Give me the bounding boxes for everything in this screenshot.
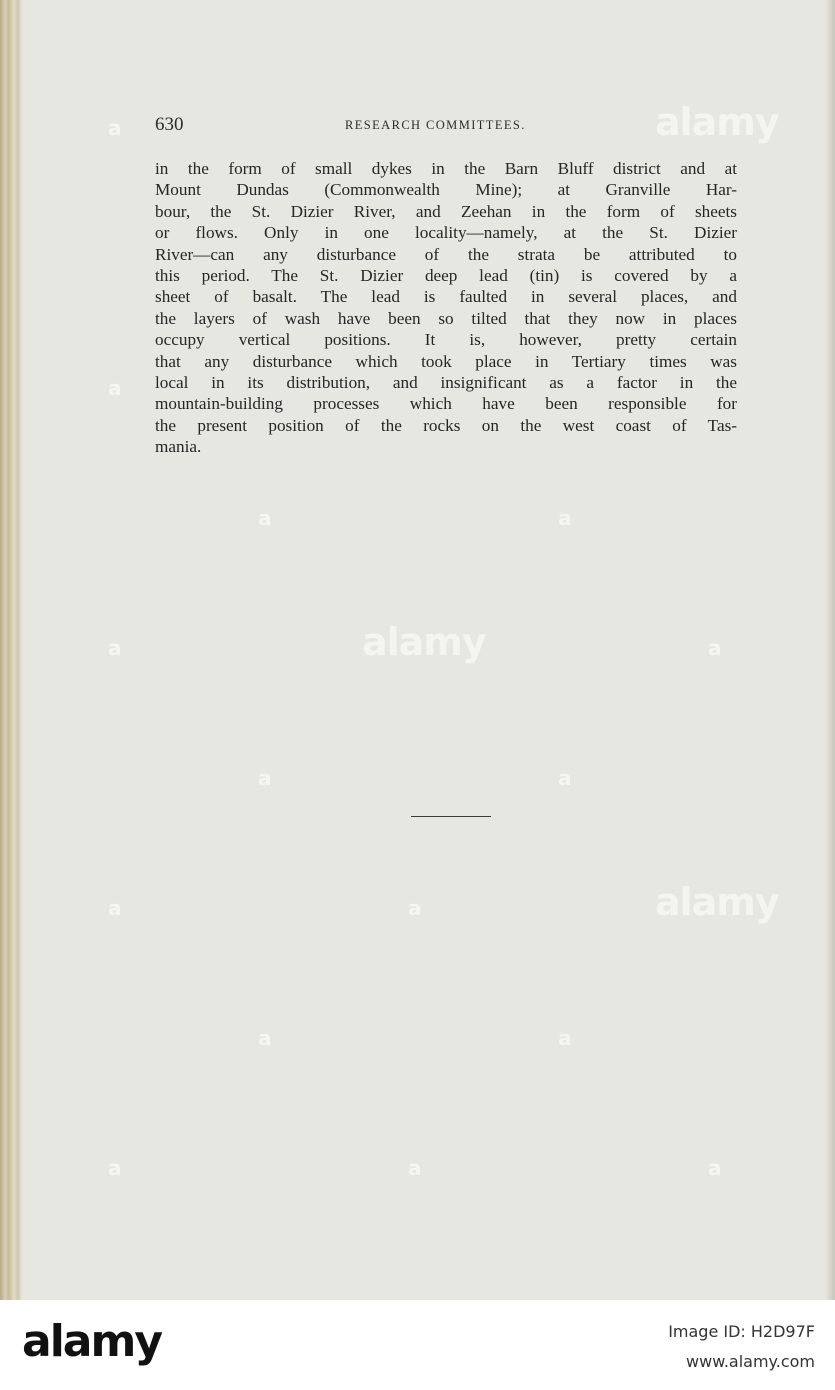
text-line: mountain-building processes which have been responsible for	[155, 394, 737, 414]
watermark-dot: a	[408, 1156, 422, 1180]
text-line: local in its distribution, and insignificant as a factor in the	[155, 373, 737, 393]
section-rule	[411, 816, 491, 817]
stock-footer	[0, 1300, 835, 1390]
watermark-logo: alamy	[655, 100, 779, 144]
text-line: River—can any disturbance of the strata be attributed to	[155, 244, 737, 264]
watermark-logo: alamy	[362, 620, 486, 664]
watermark-dot: a	[258, 1026, 272, 1050]
image-id: Image ID: H2D97F	[668, 1322, 815, 1341]
watermark-dot: a	[108, 1156, 122, 1180]
text-line: in the form of small dykes in the Barn Bluff district and at	[155, 159, 737, 178]
watermark-dot: a	[558, 1026, 572, 1050]
watermark-dot: a	[258, 506, 272, 530]
text-line: bour, the St. Dizier River, and Zeehan in the form of sheets	[155, 201, 737, 221]
watermark-dot: a	[558, 766, 572, 790]
alamy-logo: alamy	[22, 1316, 161, 1367]
text-line: mania.	[155, 437, 202, 457]
watermark-dot: a	[108, 116, 122, 140]
watermark-dot: a	[408, 896, 422, 920]
watermark-dot: a	[108, 896, 122, 920]
watermark-dot: a	[708, 636, 722, 660]
body-paragraph	[155, 158, 737, 458]
book-spine-edge	[0, 0, 22, 1300]
watermark-logo: alamy	[655, 880, 779, 924]
running-head: RESEARCH COMMITTEES.	[345, 118, 526, 132]
page-right-edge	[825, 0, 835, 1300]
watermark-dot: a	[108, 636, 122, 660]
watermark-dot: a	[108, 376, 122, 400]
text-line: sheet of basalt. The lead is faulted in several places, and	[155, 287, 737, 307]
text-line: occupy vertical positions. It is, however, pretty certain	[155, 330, 737, 350]
text-line: Mount Dundas (Commonwealth Mine); at Granville Har-	[155, 180, 737, 200]
text-line: the layers of wash have been so tilted that they now in places	[155, 308, 737, 328]
page-header	[155, 114, 737, 138]
watermark-dot: a	[258, 766, 272, 790]
text-line: this period. The St. Dizier deep lead (tin) is covered by a	[155, 266, 737, 286]
text-line: the present position of the rocks on the west coast of Tas-	[155, 415, 737, 435]
site-url: www.alamy.com	[686, 1352, 815, 1371]
watermark-dot: a	[558, 506, 572, 530]
page-number: 630	[155, 114, 184, 135]
text-line: that any disturbance which took place in Tertiary times was	[155, 351, 737, 371]
watermark-dot: a	[708, 1156, 722, 1180]
text-line: or flows. Only in one locality—namely, at the St. Dizier	[155, 223, 737, 243]
